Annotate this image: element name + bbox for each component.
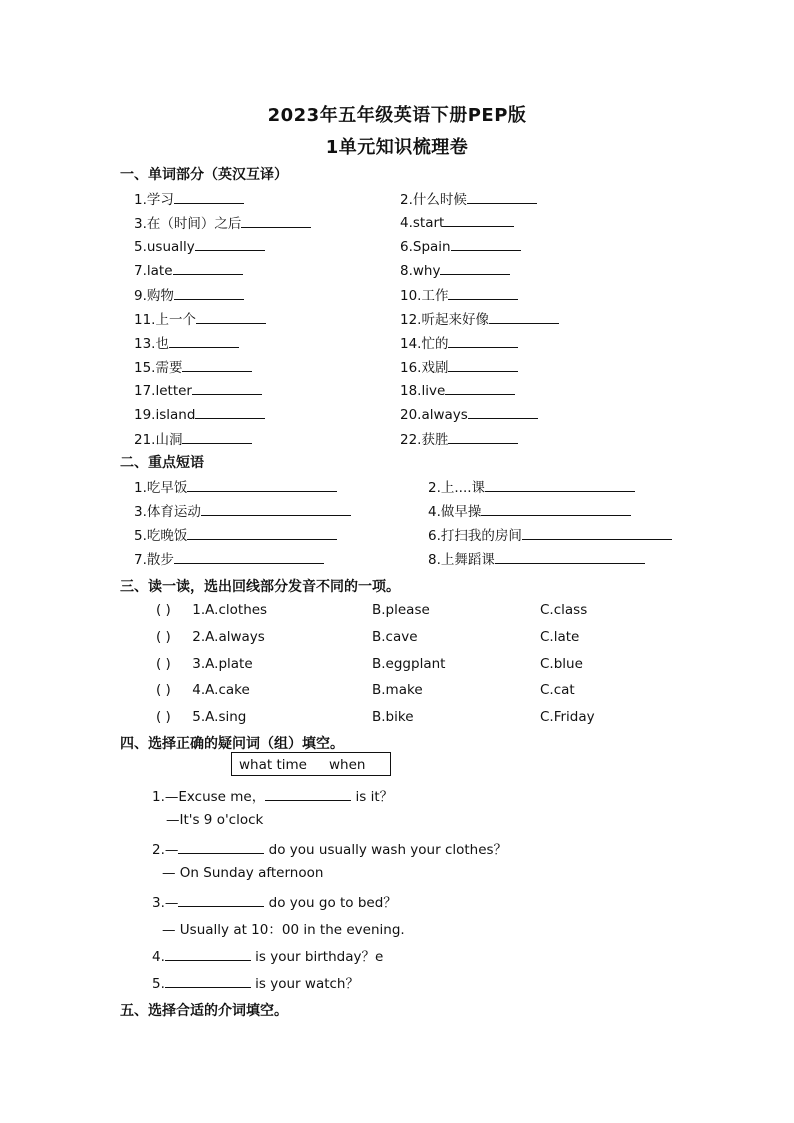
vocab-item: 12.听起来好像 (400, 308, 559, 328)
vocab-item: 8.why (400, 260, 510, 279)
vocab-item: 20.always (400, 404, 538, 423)
answer-line: — Usually at 10：00 in the evening. (162, 922, 405, 938)
answer-blank[interactable] (201, 501, 351, 516)
answer-blank[interactable] (182, 429, 252, 444)
question-line: 4. is your birthday？e (152, 945, 383, 965)
question-line: 2.— do you usually wash your clothes？ (152, 838, 507, 858)
choice-row (156, 709, 246, 725)
vocab-item: 4.start (400, 212, 514, 231)
phrase-item: 5.吃晚饭 (134, 524, 337, 544)
section-heading-3: 三、读一读，选出回线部分发音不同的一项。 (120, 579, 400, 595)
phrase-item: 3.体育运动 (134, 500, 351, 520)
option-c: C.blue (540, 656, 583, 672)
answer-blank[interactable] (495, 549, 645, 564)
vocab-item: 22.获胜 (400, 428, 518, 448)
vocab-item: 11.上一个 (134, 308, 266, 328)
vocab-item: 18.live (400, 380, 515, 399)
answer-paren[interactable]: ( ) (156, 709, 171, 725)
vocab-item: 17.letter (134, 380, 262, 399)
answer-blank[interactable] (445, 380, 515, 395)
option-a: 3.A.plate (192, 656, 253, 672)
answer-blank[interactable] (448, 285, 518, 300)
answer-blank[interactable] (440, 260, 510, 275)
word-bank-box (231, 752, 391, 776)
vocab-item: 5.usually (134, 236, 265, 255)
answer-paren[interactable]: ( ) (156, 629, 171, 645)
page-title: 2023年五年级英语下册PEP版 (267, 105, 527, 126)
word-bank-option: when (328, 757, 366, 773)
question-line: 3.— do you go to bed？ (152, 891, 397, 911)
answer-blank[interactable] (174, 549, 324, 564)
question-line: 1.—Excuse me， is it？ (152, 785, 393, 805)
section-heading-4: 四、选择正确的疑问词（组）填空。 (120, 736, 344, 752)
answer-paren[interactable]: ( ) (156, 682, 171, 698)
answer-blank[interactable] (448, 333, 518, 348)
choice-row (156, 602, 267, 618)
answer-blank[interactable] (187, 525, 337, 540)
answer-blank[interactable] (165, 946, 251, 961)
answer-blank[interactable] (192, 380, 262, 395)
phrase-item: 8.上舞蹈课 (428, 548, 645, 568)
option-b: B.cave (372, 629, 418, 645)
page-subtitle: 1单元知识梳理卷 (325, 137, 469, 158)
vocab-item: 13.也 (134, 332, 239, 352)
vocab-item: 14.忙的 (400, 332, 518, 352)
section-heading-2: 二、重点短语 (120, 455, 204, 471)
vocab-item: 15.需要 (134, 356, 252, 376)
answer-blank[interactable] (195, 404, 265, 419)
choice-row (156, 682, 250, 698)
answer-blank[interactable] (265, 786, 351, 801)
phrase-item: 4.做早操 (428, 500, 631, 520)
phrase-item: 7.散步 (134, 548, 324, 568)
answer-blank[interactable] (174, 189, 244, 204)
answer-blank[interactable] (448, 357, 518, 372)
answer-paren[interactable]: ( ) (156, 656, 171, 672)
question-line: 5. is your watch？ (152, 972, 359, 992)
answer-blank[interactable] (187, 477, 337, 492)
vocab-item: 21.山洞 (134, 428, 252, 448)
answer-blank[interactable] (448, 429, 518, 444)
choice-row (156, 656, 253, 672)
answer-blank[interactable] (165, 973, 251, 988)
answer-blank[interactable] (468, 404, 538, 419)
option-c: C.class (540, 602, 588, 618)
choice-row (156, 629, 265, 645)
answer-blank[interactable] (196, 309, 266, 324)
vocab-item: 19.island (134, 404, 265, 423)
answer-blank[interactable] (467, 189, 537, 204)
answer-line: —It's 9 o'clock (166, 812, 264, 828)
option-b: B.bike (372, 709, 414, 725)
answer-paren[interactable]: ( ) (156, 602, 171, 618)
answer-blank[interactable] (241, 213, 311, 228)
answer-blank[interactable] (178, 892, 264, 907)
vocab-item: 7.late (134, 260, 243, 279)
vocab-item: 6.Spain (400, 236, 521, 255)
vocab-item: 9.购物 (134, 284, 244, 304)
option-c: C.late (540, 629, 580, 645)
word-bank-option: what time (239, 757, 307, 773)
option-a: 2.A.always (192, 629, 265, 645)
option-b: B.make (372, 682, 423, 698)
vocab-item: 3.在（时间）之后 (134, 212, 311, 232)
section-heading-5: 五、选择合适的介词填空。 (120, 1003, 288, 1019)
answer-blank[interactable] (182, 357, 252, 372)
answer-blank[interactable] (174, 285, 244, 300)
answer-blank[interactable] (481, 501, 631, 516)
answer-blank[interactable] (444, 212, 514, 227)
vocab-item: 10.工作 (400, 284, 518, 304)
option-c: C.cat (540, 682, 575, 698)
option-c: C.Friday (540, 709, 595, 725)
phrase-item: 2.上....课 (428, 476, 635, 496)
answer-blank[interactable] (522, 525, 672, 540)
option-a: 4.A.cake (192, 682, 250, 698)
answer-blank[interactable] (169, 333, 239, 348)
answer-blank[interactable] (173, 260, 243, 275)
vocab-item: 2.什么时候 (400, 188, 537, 208)
answer-blank[interactable] (178, 839, 264, 854)
vocab-item: 16.戏剧 (400, 356, 518, 376)
option-b: B.eggplant (372, 656, 446, 672)
section-heading-1: 一、单词部分（英汉互译） (120, 167, 288, 183)
answer-blank[interactable] (489, 309, 559, 324)
phrase-item: 1.吃早饭 (134, 476, 337, 496)
answer-blank[interactable] (451, 236, 521, 251)
answer-blank[interactable] (195, 236, 265, 251)
option-a: 5.A.sing (192, 709, 247, 725)
option-a: 1.A.clothes (192, 602, 268, 618)
answer-line: — On Sunday afternoon (162, 865, 324, 881)
answer-blank[interactable] (485, 477, 635, 492)
phrase-item: 6.打扫我的房间 (428, 524, 672, 544)
vocab-item: 1.学习 (134, 188, 244, 208)
option-b: B.please (372, 602, 430, 618)
